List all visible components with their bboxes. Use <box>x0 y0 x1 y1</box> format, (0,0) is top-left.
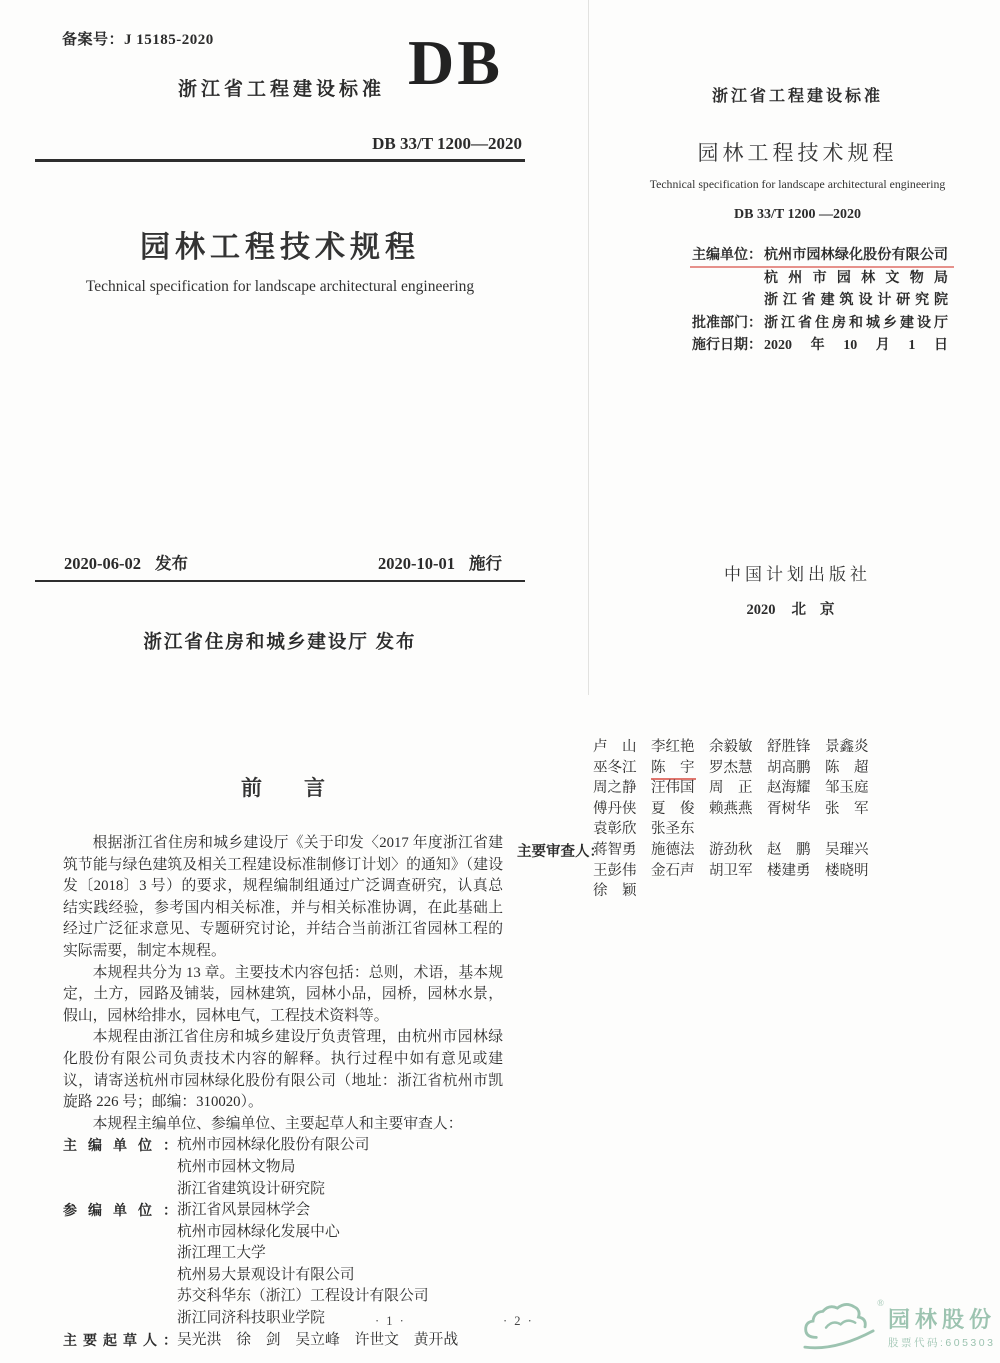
watermark-text <box>888 1308 996 1350</box>
approval-row <box>692 313 950 336</box>
names-row <box>593 758 883 779</box>
press-year-city <box>600 598 995 619</box>
effective-label: 施行 <box>469 554 502 573</box>
chief-editor-unit-2: 杭州市园林文物局 <box>764 270 948 286</box>
person-name: 楼晓明 <box>825 862 869 879</box>
drafters-grid <box>593 737 883 840</box>
cover-title-en: Technical specification for landscape architectural engineering <box>85 278 475 295</box>
preface-paragraph: 本规程共分为 13 章。主要技术内容包括：总则，术语，基本规定，土方，园路及铺装，园林建筑，园林小品，园桥，园林水景，假山，园林给排水，园林电气，工程技术资料等。 <box>63 964 503 1024</box>
person-name: 吴璀兴 <box>825 842 869 858</box>
approval-value: 浙江省住房和城乡建设厅 <box>764 315 948 331</box>
person-name: 周之静 <box>593 780 637 797</box>
spacer <box>692 268 764 291</box>
drafters-label: 主要起草人： <box>63 1331 177 1348</box>
db-logo: DB <box>408 27 503 98</box>
effective-row <box>692 335 950 358</box>
cover-bottom-rule <box>35 580 525 582</box>
watermark-stock-code: 股票代码:605303 <box>888 1336 996 1349</box>
chief-units-list <box>177 1135 503 1200</box>
effective-date: 2020-10-01 <box>378 554 455 573</box>
preface-paragraph: 本规程主编单位、参编单位、主要起草人和主要审查人： <box>92 1115 463 1132</box>
person-name: 余毅敏 <box>709 739 753 755</box>
person-name: 赖燕燕 <box>709 800 753 817</box>
person-name: 楼建勇 <box>767 862 811 879</box>
person-name: 游劲秋 <box>709 842 753 858</box>
participating-units-row <box>63 1200 503 1330</box>
company-watermark <box>798 1300 996 1357</box>
person-name: 陈 超 <box>825 759 869 776</box>
page-divider-line <box>588 0 589 695</box>
participating-unit: 浙江同济科技职业学院 <box>177 1310 325 1327</box>
chief-editor-label: 主编单位： <box>692 248 762 263</box>
participating-units-label: 参编单位： <box>63 1202 177 1219</box>
chief-editor-unit-1: 杭州市园林绿化股份有限公司 <box>764 248 948 263</box>
names-row <box>593 737 883 758</box>
watermark-company: 园林股份 <box>888 1306 997 1332</box>
preface-paragraph: 本规程由浙江省住房和城乡建设厅负责管理，由杭州市园林绿化股份有限公司负责技术内容的解释。执行过程中如有意见或建议，请寄送杭州市园林绿化股份有限公司（地址：浙江省杭州市凯旋路 226 号；邮编：310020）。 <box>63 1029 503 1111</box>
person-name: 张圣东 <box>651 821 695 838</box>
cover-top-rule <box>35 159 525 162</box>
spacer <box>692 290 764 313</box>
reviewers-label: 主要审查人： <box>517 844 604 860</box>
person-name: 舒胜锋 <box>767 739 811 755</box>
effective-date-group <box>378 550 502 574</box>
chief-units-label: 主编单位： <box>63 1137 177 1154</box>
person-name: 傅丹侠 <box>593 800 637 817</box>
chief-editor-row <box>692 290 950 313</box>
participating-unit: 杭州易大景观设计有限公司 <box>177 1266 355 1283</box>
preface-paragraph: 根据浙江省住房和城乡建设厅《关于印发〈2017 年度浙江省建筑节能与绿色建筑及相关工程建设标准制修订计划〉的通知》（建设发〔2018〕3 号）的要求，规程编制组通过广泛调查研究，认真总结实践经验，参考国内相关标准，并与相关标准协调，在此基础上经过广泛征求意见、专题研究讨论，并结合当前浙江省园林工程的实际需要，制定本规程。 <box>63 835 503 959</box>
person-name: 袁彰欣 <box>593 821 637 838</box>
chief-unit: 浙江省建筑设计研究院 <box>177 1180 325 1197</box>
names-row <box>593 778 883 799</box>
person-name: 胥树华 <box>767 800 811 817</box>
chief-units-row <box>63 1135 503 1200</box>
person-name: 胡高鹏 <box>767 759 811 776</box>
press-city: 北京 <box>791 602 849 618</box>
participating-unit: 浙江省风景园林学会 <box>177 1202 311 1219</box>
person-name: 胡卫军 <box>709 862 753 879</box>
page-number-1: · 1 · <box>375 1314 406 1328</box>
names-row <box>593 861 883 882</box>
person-name: 汪伟国 <box>651 780 695 797</box>
preface-heading: 前 言 <box>241 777 325 800</box>
chief-editor-row <box>692 268 950 291</box>
effective-date-label: 施行日期： <box>692 338 762 353</box>
reviewers-grid <box>593 840 883 902</box>
cover-dates-row <box>64 550 502 574</box>
chief-unit: 杭州市园林文物局 <box>177 1158 296 1175</box>
person-name: 张 军 <box>825 800 869 817</box>
issue-label: 发布 <box>155 554 188 573</box>
person-name: 夏 俊 <box>651 800 695 817</box>
cover-title-cn: 园林工程技术规程 <box>140 231 420 264</box>
issue-date: 2020-06-02 <box>64 554 141 573</box>
person-name: 施德法 <box>651 842 695 858</box>
titlepage-title-en: Technical specification for landscape architectural engineering <box>649 177 946 191</box>
titlepage-editors-block <box>692 245 950 358</box>
names-row <box>593 840 883 861</box>
cover-standard-number: DB 33/T 1200—2020 <box>372 134 522 153</box>
person-name: 徐 颖 <box>593 883 637 900</box>
person-name: 周 正 <box>709 780 753 797</box>
participating-unit: 苏交科华东（浙江）工程设计有限公司 <box>177 1288 429 1305</box>
drafters-row <box>63 1330 503 1352</box>
person-name: 卢 山 <box>593 739 637 755</box>
cover-standard-type: 浙江省工程建设标准 <box>178 79 386 100</box>
person-name: 陈 宇 <box>651 758 696 779</box>
cloud-logo-icon <box>798 1298 884 1357</box>
approval-label: 批准部门： <box>692 315 762 331</box>
person-name: 赵 鹏 <box>767 842 811 858</box>
chief-unit: 杭州市园林绿化股份有限公司 <box>177 1137 370 1154</box>
chief-editor-row <box>692 245 950 268</box>
preface-paragraphs <box>63 833 503 1135</box>
effective-date-value: 2020年10月1日 <box>764 338 948 353</box>
titlepage-standard-number: DB 33/T 1200 —2020 <box>734 207 861 222</box>
person-name: 金石声 <box>651 862 695 879</box>
drafters-first-line: 吴光洪 徐 剑 吴立峰 许世文 黄开战 <box>177 1331 459 1348</box>
person-name: 李红艳 <box>651 739 695 755</box>
cover-publisher: 浙江省住房和城乡建设厅 发布 <box>143 633 417 653</box>
registered-mark: ® <box>877 1298 884 1308</box>
person-name: 巫冬江 <box>593 759 637 776</box>
names-row <box>593 819 883 840</box>
issue-date-group <box>64 550 188 574</box>
record-number: 备案号：J 15185-2020 <box>62 32 214 48</box>
titlepage-standard-type: 浙江省工程建设标准 <box>711 88 883 105</box>
person-name: 邹玉庭 <box>825 780 869 797</box>
person-name: 景鑫炎 <box>825 739 869 755</box>
participating-units-list <box>177 1200 503 1330</box>
participating-unit: 杭州市园林绿化发展中心 <box>177 1223 340 1240</box>
participating-unit: 浙江理工大学 <box>177 1245 266 1262</box>
press-year: 2020 <box>746 602 776 618</box>
person-name: 蒋智勇 <box>593 842 637 858</box>
page-number-2: · 2 · <box>503 1314 534 1328</box>
titlepage-title-cn: 园林工程技术规程 <box>697 141 898 165</box>
person-name: 王彭伟 <box>593 862 637 879</box>
chief-editor-unit-3: 浙江省建筑设计研究院 <box>764 293 948 308</box>
names-row <box>593 799 883 820</box>
person-name: 罗杰慧 <box>709 759 753 776</box>
preface-body <box>63 833 503 1351</box>
names-row <box>593 881 883 902</box>
person-name: 赵海耀 <box>767 780 811 797</box>
publishing-house: 中国计划出版社 <box>724 565 871 584</box>
